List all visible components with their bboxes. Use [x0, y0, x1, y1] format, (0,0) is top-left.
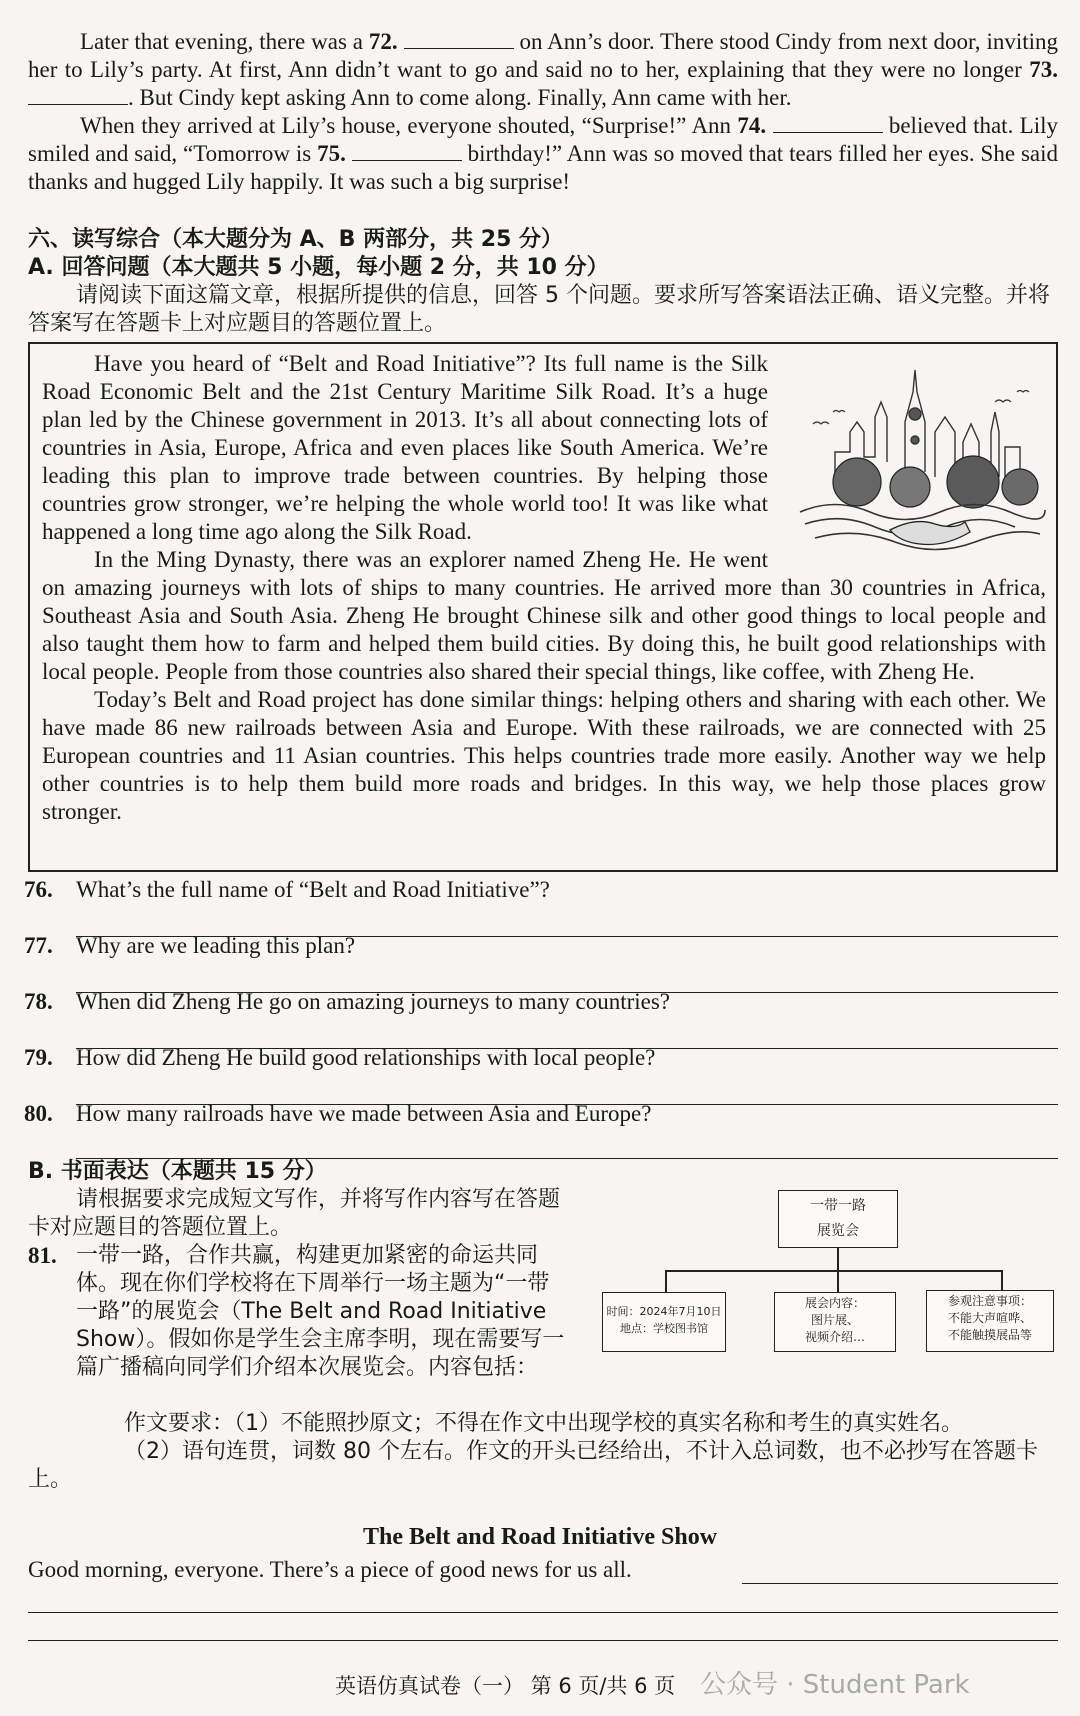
reading-passage-box: [28, 342, 1058, 872]
section-b-heading: B. 书面表达（本题共 15 分）: [28, 1159, 327, 1184]
blank-74[interactable]: [773, 114, 883, 133]
writing-requirements: [28, 1410, 1058, 1494]
requirement-1: 作文要求：（1）不能照抄原文；不得在作文中出现学校的真实名称和考生的真实姓名。: [124, 1411, 963, 1436]
passage-paragraph-2: In the Ming Dynasty, there was an explorer named Zheng He. He went on amazing journeys with lots of ships to many countries. He arrived more than 30 countries in Africa, Southeast Asia and South Asia. Zheng He brought Chinese silk and other good things to local people and also taught them how to farm and helped them build cities. By doing this, he built good relationships with local people. People from those countries also shared their special things, like coffee, with Zheng He.: [42, 547, 1046, 684]
question-78: 78. When did Zheng He go on amazing journeys to many countries?: [24, 989, 671, 1014]
section-6-heading: 六、读写综合（本大题分为 A、B 两部分，共 25 分）: [28, 227, 564, 252]
blank-72[interactable]: [404, 30, 514, 49]
diagram-time-place-box: 时间：2024年7月10日 地点：学校图书馆: [602, 1292, 726, 1352]
requirement-2: （2）语句连贯，词数 80 个左右。作文的开头已经给出，不计入总词数，也不必抄写在答题卡上。: [28, 1439, 1038, 1492]
passage-paragraph-1: Have you heard of “Belt and Road Initiative”? Its full name is the Silk Road Economic Belt and the 21st Century Maritime Silk Road. It’s a huge plan led by the Chinese government in 2013. It’s all about connecting lots of countries in Asia, Europe, Africa and even places like South America. We’re leading this plan to improve trade between countries. By helping those countries grow stronger, we’re helping the whole world too! It was like what happened a long time ago along the Silk Road.: [42, 351, 768, 544]
essay-line-1[interactable]: [742, 1583, 1058, 1584]
question-80: 80. How many railroads have we made between Asia and Europe?: [24, 1101, 652, 1126]
essay-title: The Belt and Road Initiative Show: [362, 1524, 718, 1550]
watermark: 公众号 · Student Park: [700, 1670, 970, 1700]
blank-73[interactable]: [28, 86, 128, 105]
blank-number-73: 73.: [1029, 57, 1058, 82]
blank-75[interactable]: [352, 142, 462, 161]
blank-number-75: 75.: [317, 141, 346, 166]
diagram-notice-box: 参观注意事项： 不能大声喧哗、 不能触摸展品等: [926, 1290, 1054, 1352]
passage-paragraph-3: Today’s Belt and Road project has done similar things: helping others and sharing with each other. We have made 86 new railroads between Asia and Europe. With these railroads, we are connected with 25 European countries and 11 Asian countries. This helps countries trade more easily. Another way we help other countries is to help them build more roads and bridges. In this way, we help those places grow stronger.: [42, 687, 1046, 824]
story-paragraph-1: Later that evening, there was a 72. on Ann’s door. There stood Cindy from next door, inviting her to Lily’s party. At first, Ann didn’t want to go and said no to her, explaining that they were no longer 73. . But Cindy kept asking Ann to come along. Finally, Ann came with her.: [28, 29, 1059, 110]
question-76: 76. What’s the full name of “Belt and Road Initiative”?: [24, 877, 550, 902]
silk-road-illustration: [795, 362, 1050, 562]
essay-opening: Good morning, everyone. There’s a piece of good news for us all.: [28, 1557, 632, 1582]
cloze-story: [28, 28, 1058, 196]
section-b: [28, 1158, 568, 1382]
footer-page-info: 英语仿真试卷（一） 第 6 页/共 6 页: [335, 1674, 676, 1698]
exhibition-diagram: [606, 1190, 1060, 1360]
blank-number-74: 74.: [737, 113, 767, 138]
question-77: 77. Why are we leading this plan?: [24, 933, 356, 958]
section-a-instruction: 请阅读下面这篇文章，根据所提供的信息，回答 5 个问题。要求所写答案语法正确、语义完整。并将答案写在答题卡上对应题目的答题位置上。: [28, 283, 1050, 336]
blank-number-72: 72.: [368, 29, 398, 54]
question-81: 81. 一带一路，合作共赢，构建更加紧密的命运共同体。现在你们学校将在下周举行一场主题为“一带一路”的展览会（The Belt and Road Initiative Show）。假如你是学生会主席李明，现在需要写一篇广播稿向同学们介绍本次展览会。内容包括：: [28, 1243, 565, 1380]
essay-line-3[interactable]: [28, 1640, 1058, 1641]
diagram-content-box: 展会内容： 图片展、 视频介绍…: [774, 1292, 896, 1352]
section-a-heading: A. 回答问题（本大题共 5 小题，每小题 2 分，共 10 分）: [28, 255, 609, 280]
section-6: [28, 226, 1058, 338]
diagram-root-box: 一带一路 展览会: [778, 1190, 898, 1248]
story-paragraph-2: When they arrived at Lily’s house, everyone shouted, “Surprise!” Ann 74. believed that. Lily smiled and said, “Tomorrow is 75. birthday!” Ann was so moved that tears filled her eyes. She said thanks and hugged Lily happily. It was such a big surprise!: [28, 113, 1058, 194]
section-b-instruction: 请根据要求完成短文写作，并将写作内容写在答题卡对应题目的答题位置上。: [28, 1187, 561, 1240]
essay-line-2[interactable]: [28, 1612, 1058, 1613]
question-79: 79. How did Zheng He build good relationships with local people?: [24, 1045, 656, 1070]
